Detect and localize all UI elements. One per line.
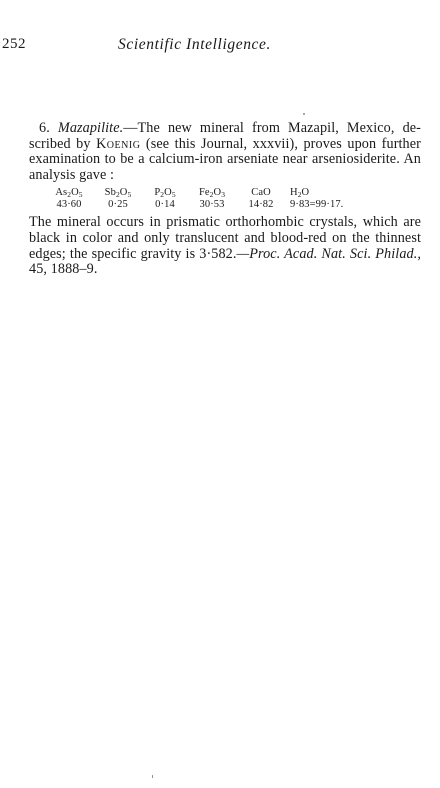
running-title: Scientific Intelligence. xyxy=(118,36,271,53)
author-name: Koenig xyxy=(96,135,141,152)
citation-journal: —Proc. Acad. Nat. Sci. Philad., xyxy=(236,245,422,262)
page-number: 252 xyxy=(2,36,26,52)
running-head xyxy=(0,36,440,56)
analysis-value: 14·82 xyxy=(248,199,274,211)
print-speck xyxy=(303,113,305,115)
intro-first-line xyxy=(39,120,421,136)
article-intro-paragraph xyxy=(29,121,421,183)
analysis-table xyxy=(46,187,421,211)
intro-text-2: scribed by xyxy=(29,135,91,152)
body-text: The mineral occurs in prismatic orthorhombic crystals, which are black in color and only translucent and blood-red on the thinnest edges; the specific gravity is 3·582. xyxy=(29,214,421,262)
article-title: Mazapilite. xyxy=(57,120,124,136)
intro-text-3: (see this Journal, xxxvii), proves upon further examination to be a calcium-iron arseniate near arseniosiderite. An analysis gave : xyxy=(29,135,421,183)
article-body-paragraph xyxy=(29,215,421,277)
article-mazapilite xyxy=(29,121,421,278)
citation-volume: 45, 1888–9. xyxy=(29,261,98,278)
analysis-values-row xyxy=(46,199,421,211)
analysis-value: 30·53 xyxy=(199,199,225,211)
intro-text-1: —The new mineral from Mazapil, Mexico, de- xyxy=(123,120,421,136)
analysis-header-cell: $Sb_2O_5$ xyxy=(104,187,132,200)
analysis-value: 0·14 xyxy=(155,199,175,211)
print-speck xyxy=(152,775,153,778)
analysis-header-row xyxy=(46,187,421,199)
analysis-header-cell: $Fe_2O_3$ xyxy=(198,187,226,200)
analysis-header-cell: CaO xyxy=(251,187,271,199)
analysis-value: 9·83=99·17. xyxy=(290,199,344,211)
analysis-header-cell: $As_2O_5$ xyxy=(55,187,83,200)
analysis-value: 0·25 xyxy=(108,199,128,211)
analysis-value: 43·60 xyxy=(56,199,82,211)
analysis-header-cell: $H_2O$ xyxy=(290,187,310,200)
analysis-header-cell: $P_2O_5$ xyxy=(154,187,176,200)
article-number: 6. xyxy=(39,120,50,136)
